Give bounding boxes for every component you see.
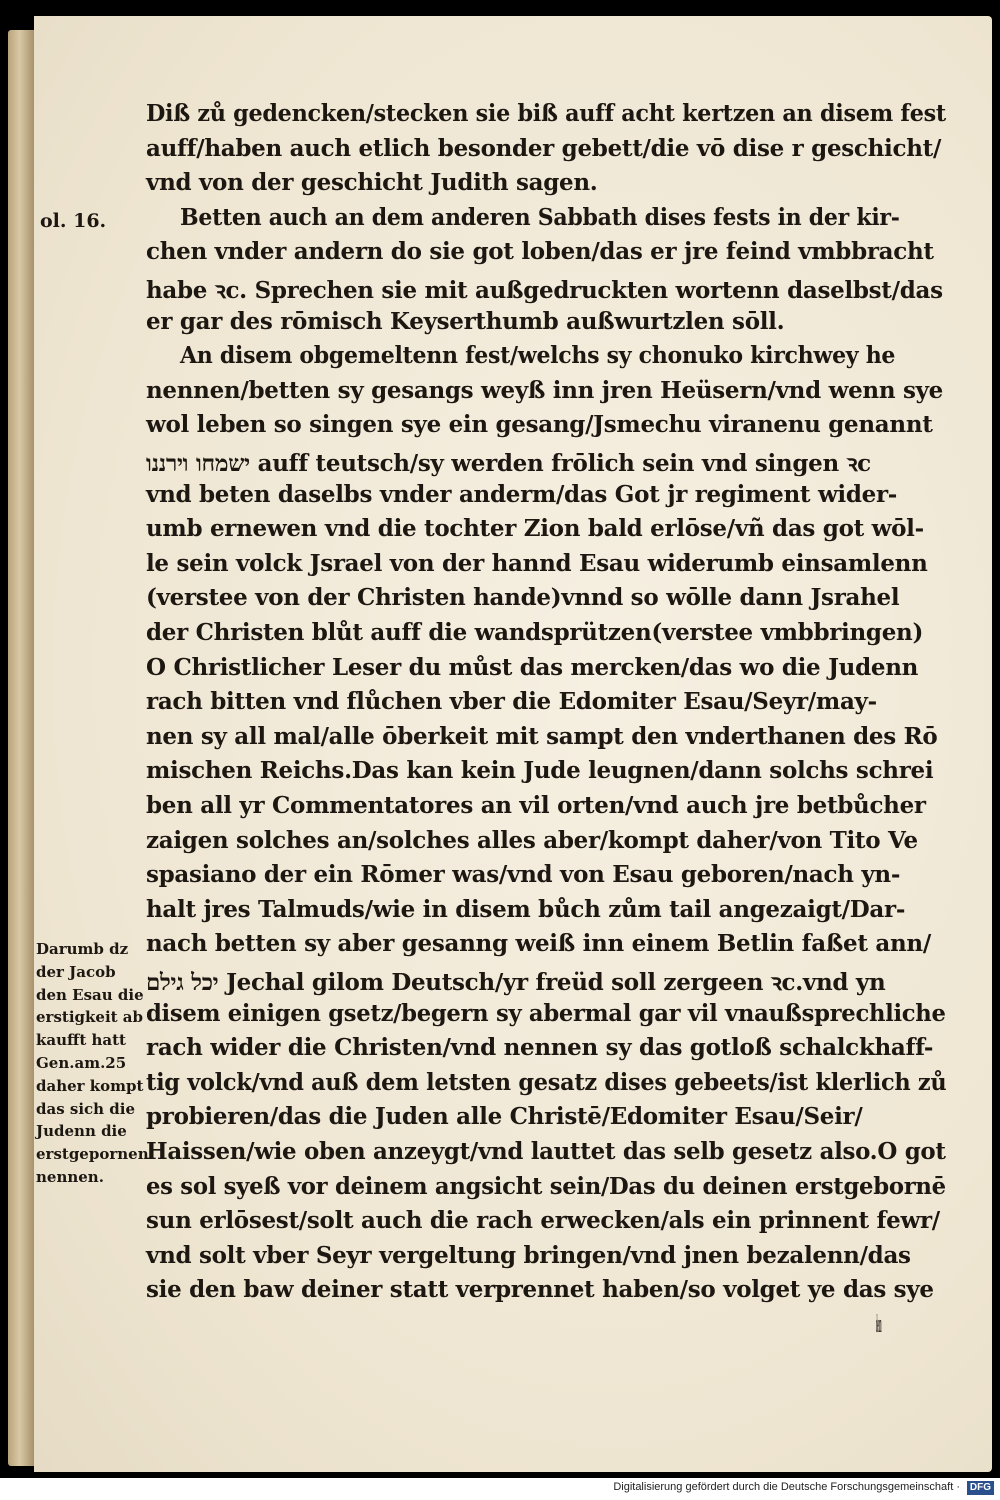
margin-note-line: den Esau die bbox=[36, 985, 144, 1004]
text-line: wol leben so singen sye ein gesang/Jsmechu viranenu genannt bbox=[146, 411, 933, 439]
text-line: spasiano der ein Rōmer was/vnd von Esau geboren/nach yn- bbox=[146, 861, 901, 889]
text-line: sun erlōsest/solt auch die rach erwecken/als ein prinnent fewr/ bbox=[146, 1207, 940, 1235]
text-line: rach wider die Christen/vnd nennen sy das gotloß schalckhaff- bbox=[146, 1034, 934, 1062]
margin-note-line: daher kompt bbox=[36, 1076, 144, 1095]
text-line: der Christen blůt auff die wandsprützen(verstee vmbbringen) bbox=[146, 619, 924, 646]
margin-note-line: erstgepornen bbox=[36, 1145, 149, 1164]
margin-note-line: Gen.am.25 bbox=[36, 1054, 127, 1072]
text-line: יכל גילם Jechal gilom Deutsch/yr freüd soll zergeen ꝛc.vnd yn bbox=[146, 969, 886, 996]
margin-note-line: das sich die bbox=[36, 1099, 136, 1118]
text-line: tig volck/vnd auß dem letsten gesatz dises gebeets/ist klerlich zů bbox=[146, 1068, 947, 1096]
text-line: zaigen solches an/solches alles aber/kompt daher/von Tito Ve bbox=[146, 826, 918, 854]
text-line: vnd von der geschicht Judith sagen. bbox=[146, 169, 598, 197]
text-line: halt jres Talmuds/wie in disem bůch zům tail angezaigt/Dar- bbox=[146, 895, 906, 923]
text-line: denn bbox=[876, 1311, 882, 1338]
text-line: (verstee von der Christen hande)vnnd so wōlle dann Jsrahel bbox=[146, 584, 900, 612]
text-line: es sol syeß vor deinem angsicht sein/Das du deinen erstgebornē bbox=[146, 1172, 946, 1200]
margin-note-line: nennen. bbox=[36, 1168, 104, 1186]
footer-bar bbox=[0, 1478, 1000, 1500]
text-line: chen vnder andern do sie got loben/das er jre feind vmbbracht bbox=[146, 238, 934, 266]
footer-credit: Digitalisierung gefördert durch die Deutsche Forschungsgemeinschaft · bbox=[613, 1481, 960, 1493]
text-line: An disem obgemeltenn fest/welchs sy chonuko kirchwey he bbox=[180, 342, 896, 370]
text-line: Haissen/wie oben anzeygt/vnd lauttet das selb gesetz also.O got bbox=[146, 1138, 946, 1165]
margin-note-line: kaufft hatt bbox=[36, 1031, 126, 1050]
text-line: Diß zů gedencken/stecken sie biß auff acht kertzen an disem fest bbox=[146, 100, 946, 127]
dfg-logo: DFG bbox=[967, 1481, 994, 1495]
margin-note-line: erstigkeit ab bbox=[36, 1008, 143, 1027]
text-line: rach bitten vnd flůchen vber die Edomiter Esau/Seyr/may- bbox=[146, 688, 877, 716]
margin-note-line: der Jacob bbox=[36, 962, 116, 981]
text-line: le sein volck Jsrael von der hannd Esau widerumb einsamlenn bbox=[146, 549, 928, 577]
text-line: vnd solt vber Seyr vergeltung bringen/vnd jnen bezalenn/das bbox=[146, 1241, 911, 1269]
text-line: sie den baw deiner statt verprennet haben/so volget ye das sye bbox=[146, 1276, 934, 1304]
text-line: vnd beten daselbs vnder anderm/das Got jr regiment wider- bbox=[146, 480, 898, 508]
text-line: ישמחו וירננו auff teutsch/sy werden frōlich sein vnd singen ꝛc bbox=[146, 450, 871, 477]
text-line: umb ernewen vnd die tochter Zion bald erlōse/vñ das got wōl- bbox=[146, 515, 924, 543]
book-edge bbox=[8, 30, 34, 1466]
text-line: auff/haben auch etlich besonder gebett/die vō dise r geschicht/ bbox=[146, 134, 942, 162]
text-line: nen sy all mal/alle ōberkeit mit sampt den vnderthanen des Rō bbox=[146, 722, 938, 750]
text-line: ben all yr Commentatores an vil orten/vnd auch jre betbůcher bbox=[146, 792, 926, 819]
text-line: Betten auch an dem anderen Sabbath dises fests in der kir- bbox=[180, 203, 900, 231]
margin-note-line: Darumb dz bbox=[36, 940, 129, 958]
text-line: nennen/betten sy gesangs weyß inn jren Heüsern/vnd wenn sye bbox=[146, 376, 944, 404]
text-line: O Christlicher Leser du můst das mercken/das wo die Judenn bbox=[146, 653, 919, 681]
text-line: nach betten sy aber gesanng weiß inn einem Betlin faßet ann/ bbox=[146, 930, 931, 958]
margin-reference: ol. 16. bbox=[40, 210, 107, 232]
text-line: mischen Reichs.Das kan kein Jude leugnen/dann solchs schrei bbox=[146, 757, 934, 785]
margin-note-line: Judenn die bbox=[36, 1122, 127, 1141]
text-line: disem einigen gsetz/begern sy abermal gar vil vnaußsprechliche bbox=[146, 999, 946, 1027]
text-line: habe ꝛc. Sprechen sie mit außgedruckten wortenn daselbst/das bbox=[146, 277, 943, 304]
text-line: probieren/das die Juden alle Christē/Edomiter Esau/Seir/ bbox=[146, 1103, 863, 1131]
text-line: er gar des rōmisch Keyserthumb außwurtzlen sōll. bbox=[146, 307, 785, 335]
